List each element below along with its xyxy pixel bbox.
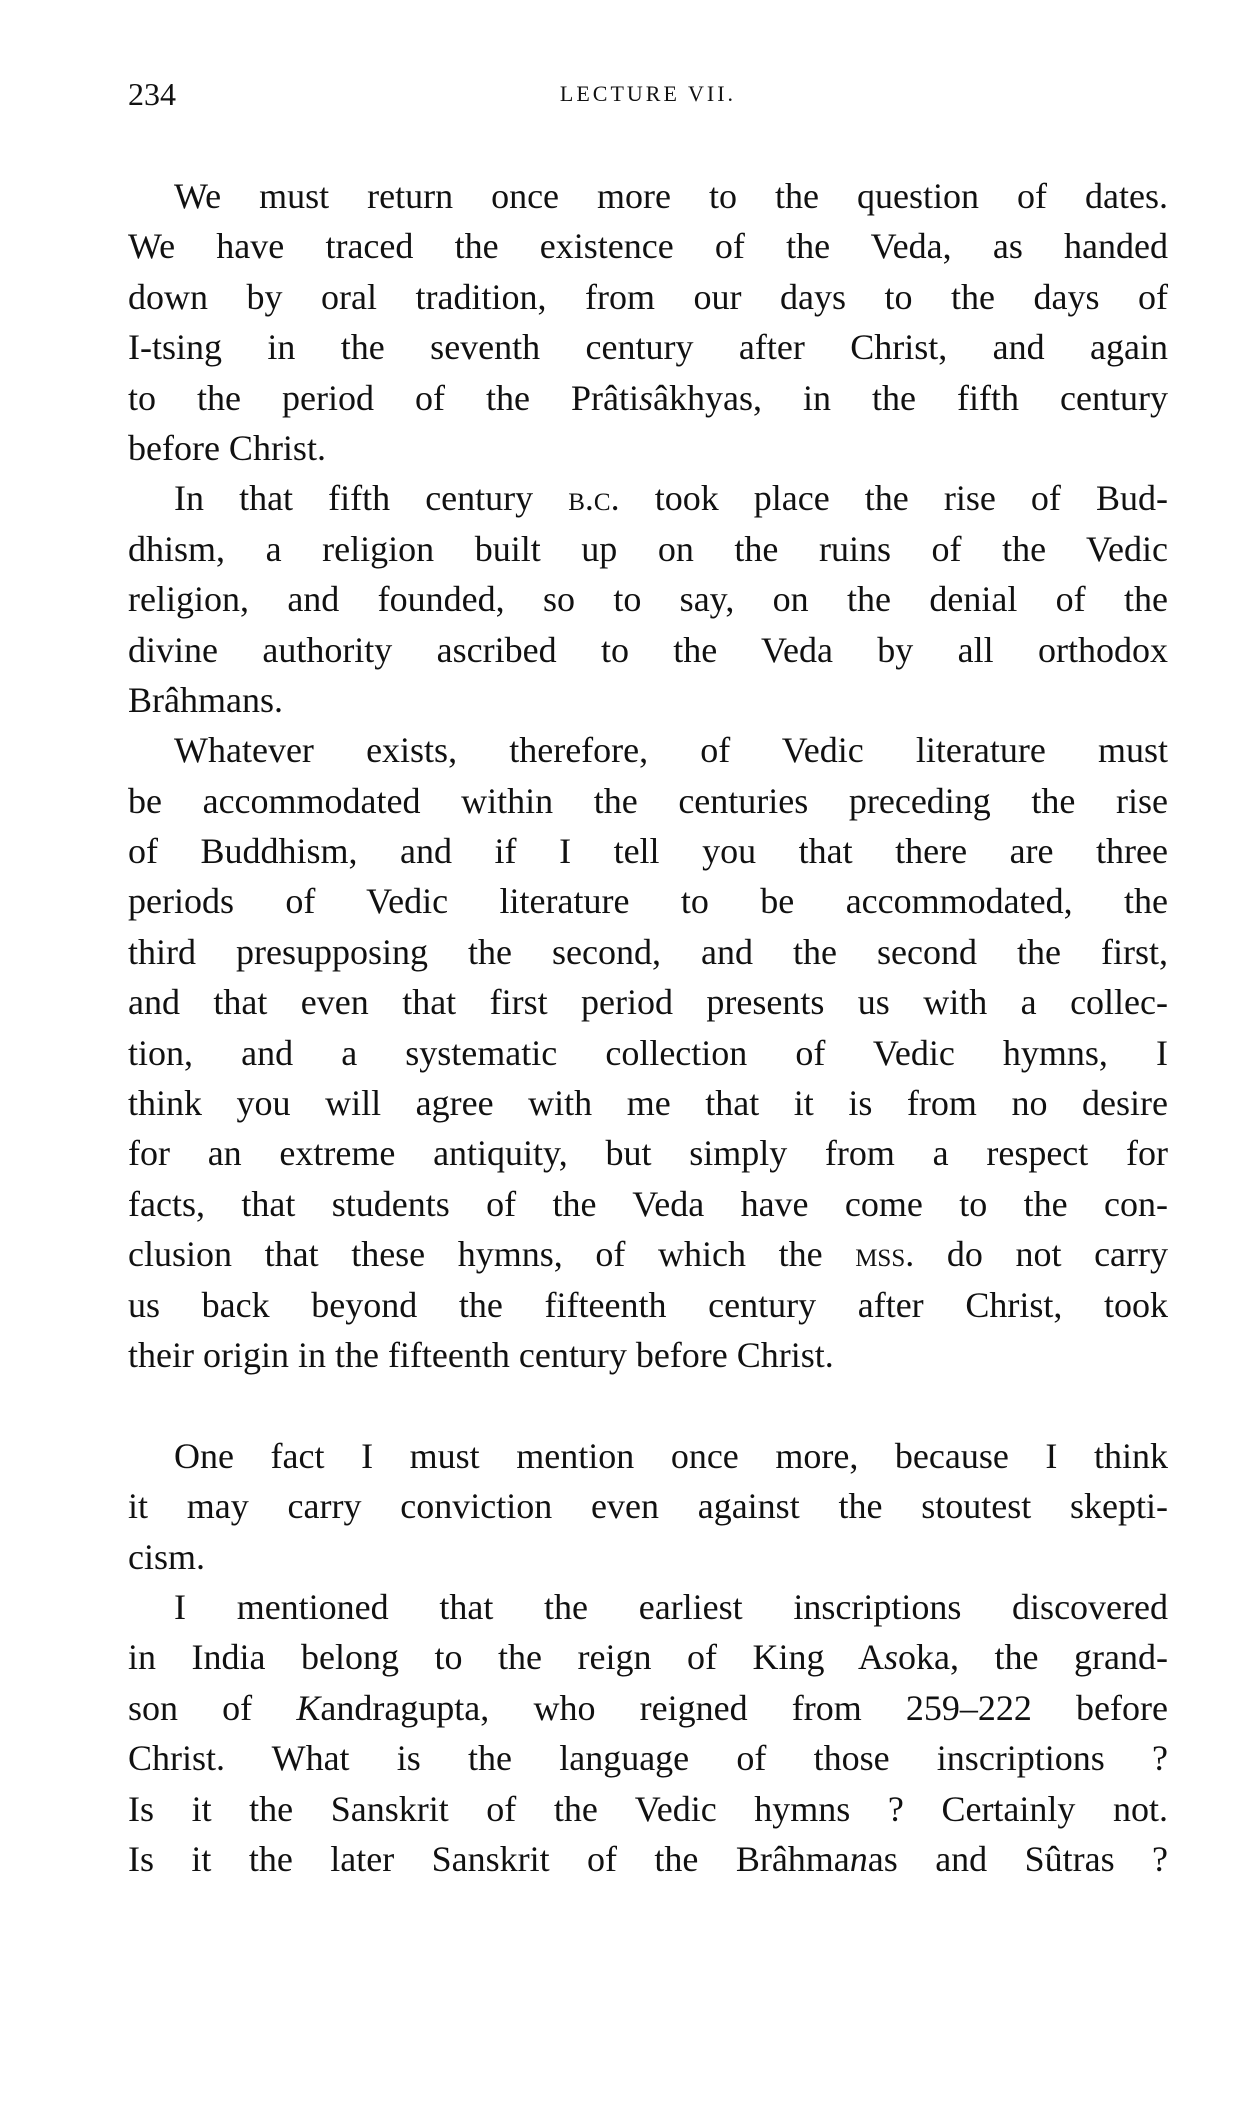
text-run: We have traced the existence of the Veda, as handed xyxy=(128,226,1168,267)
text-run: us back beyond the fifteenth century after Christ, took xyxy=(128,1284,1168,1325)
text-line xyxy=(128,1280,1168,1330)
paragraph xyxy=(128,725,1168,1380)
italic-run: K xyxy=(296,1687,321,1728)
text-line xyxy=(128,927,1168,977)
text-run: Is it the later Sanskrit of the Brâhma xyxy=(128,1838,850,1879)
paragraph xyxy=(128,1582,1168,1884)
text-run: divine authority ascribed to the Veda by all orthodox xyxy=(128,629,1168,670)
text-line xyxy=(128,423,1168,473)
text-line xyxy=(128,1632,1168,1682)
text-line xyxy=(128,675,1168,725)
text-run: to the period of the Prâti xyxy=(128,377,640,418)
paragraph xyxy=(128,473,1168,725)
text-line xyxy=(128,373,1168,423)
text-run: as and Sûtras ? xyxy=(867,1838,1168,1879)
italic-run: s xyxy=(639,377,654,418)
text-line xyxy=(128,1683,1168,1733)
italic-run: s xyxy=(884,1637,899,1678)
text-line xyxy=(128,574,1168,624)
page-number: 234 xyxy=(128,76,176,112)
text-run: periods of Vedic literature to be accommodated, the xyxy=(128,881,1168,922)
text-line xyxy=(128,1532,1168,1582)
text-line xyxy=(128,473,1168,523)
small-caps-run: mss. xyxy=(855,1234,915,1275)
text-line xyxy=(128,322,1168,372)
text-line xyxy=(128,1028,1168,1078)
text-run: for an extreme antiquity, but simply from a respect for xyxy=(128,1133,1168,1174)
text-run: I-tsing in the seventh century after Christ, and again xyxy=(128,327,1168,368)
text-line xyxy=(128,625,1168,675)
text-run: clusion that these hymns, of which the xyxy=(128,1234,856,1275)
paragraph xyxy=(128,171,1168,473)
text-line xyxy=(128,1784,1168,1834)
text-line xyxy=(128,221,1168,271)
text-run: Christ. What is the language of those inscriptions ? xyxy=(128,1738,1168,1779)
text-run: and that even that first period presents us with a collec- xyxy=(128,982,1168,1023)
text-run: andragupta, who reigned from 259–222 before xyxy=(320,1687,1168,1728)
text-run: Is it the Sanskrit of the Vedic hymns ? Certainly not. xyxy=(128,1788,1168,1829)
text-run: âkhyas, in the fifth century xyxy=(653,377,1168,418)
text-line xyxy=(128,1128,1168,1178)
text-line xyxy=(128,977,1168,1027)
text-run: think you will agree with me that it is from no desire xyxy=(128,1083,1168,1124)
text-line xyxy=(128,1481,1168,1531)
text-line xyxy=(128,1834,1168,1884)
text-run: We must return once more to the question of dates. xyxy=(174,176,1168,216)
text-run: third presupposing the second, and the second the first, xyxy=(128,931,1168,972)
text-run: Whatever exists, therefore, of Vedic literature must xyxy=(174,730,1168,771)
text-run: Brâhmans. xyxy=(128,679,283,720)
text-run: of Buddhism, and if I tell you that there are three xyxy=(128,831,1168,872)
text-run: before Christ. xyxy=(128,427,326,468)
text-run: down by oral tradition, from our days to the days of xyxy=(128,276,1168,317)
text-run: religion, and founded, so to say, on the denial of the xyxy=(128,579,1168,620)
text-run: it may carry conviction even against the stoutest skepti- xyxy=(128,1486,1168,1527)
text-line xyxy=(128,1733,1168,1783)
running-title: LECTURE VII. xyxy=(559,81,737,106)
text-line xyxy=(128,1078,1168,1128)
paragraph xyxy=(128,1431,1168,1582)
text-line xyxy=(128,1582,1168,1632)
text-line xyxy=(128,272,1168,322)
text-run: dhism, a religion built up on the ruins of the Vedic xyxy=(128,528,1168,569)
text-run: In that fifth century xyxy=(174,478,569,519)
text-run: son of xyxy=(128,1687,297,1728)
text-line xyxy=(128,1330,1168,1380)
text-line xyxy=(128,1229,1168,1279)
text-line xyxy=(128,171,1168,221)
text-line xyxy=(128,1179,1168,1229)
text-run: facts, that students of the Veda have come to the con- xyxy=(128,1183,1168,1224)
body-text xyxy=(128,171,1168,1884)
paragraph-gap xyxy=(128,1380,1168,1430)
text-line xyxy=(128,1431,1168,1481)
text-run: I mentioned that the earliest inscriptions discovered xyxy=(174,1586,1168,1627)
text-line xyxy=(128,524,1168,574)
text-line xyxy=(128,826,1168,876)
text-line xyxy=(128,725,1168,775)
text-run: in India belong to the reign of King A xyxy=(128,1637,885,1678)
text-run: tion, and a systematic collection of Vedic hymns, I xyxy=(128,1032,1168,1073)
small-caps-run: b.c. xyxy=(568,478,620,519)
text-run: cism. xyxy=(128,1536,205,1577)
text-line xyxy=(128,876,1168,926)
text-run: be accommodated within the centuries preceding the rise xyxy=(128,780,1168,821)
text-run: their origin in the fifteenth century before Christ. xyxy=(128,1334,834,1375)
text-run: took place the rise of Bud- xyxy=(619,478,1169,519)
text-run: One fact I must mention once more, because I think xyxy=(174,1435,1168,1476)
italic-run: n xyxy=(849,1838,868,1879)
running-head xyxy=(128,72,1168,116)
text-run: oka, the grand- xyxy=(898,1637,1168,1678)
text-run: do not carry xyxy=(914,1234,1169,1275)
text-line xyxy=(128,776,1168,826)
